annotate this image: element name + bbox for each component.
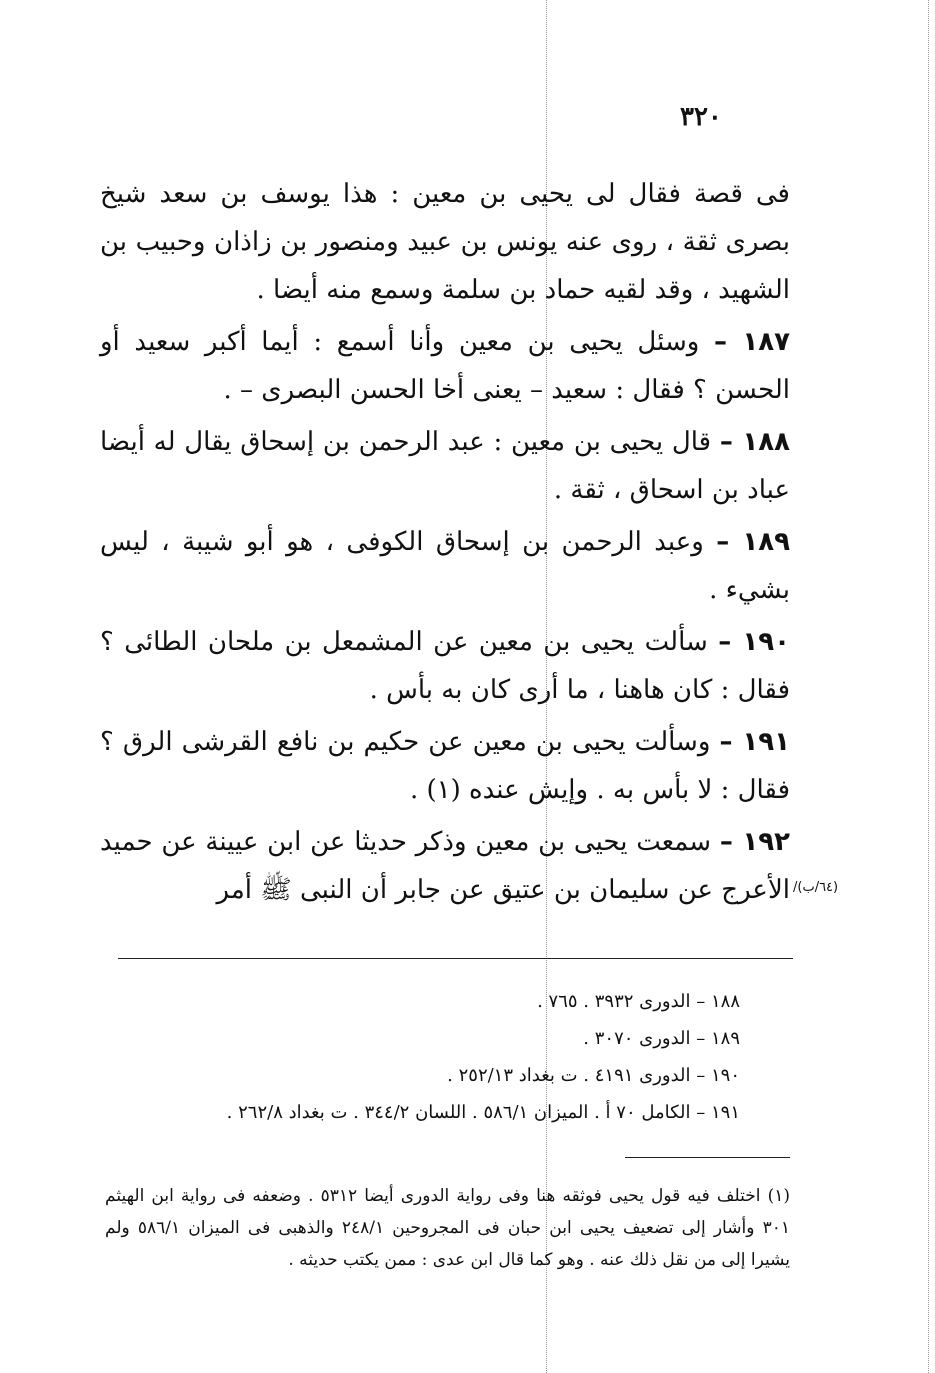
footnote-divider — [625, 1157, 790, 1158]
paragraph-192 — [100, 818, 790, 914]
paragraph-text: وسئل يحيى بن معين وأنا أسمع : أيما أكبر سعيد أو الحسن ؟ فقال : سعيد – يعنى أخا الحسن البصرى – . — [100, 327, 790, 405]
entry-number: ١٩١ – — [719, 727, 790, 757]
reference-item: ١٨٨ – الدورى ٣٩٣٢ . ٧٦٥ . — [537, 991, 740, 1012]
paragraph-text: قال يحيى بن معين : عبد الرحمن بن إسحاق يقال له أيضا عباد بن اسحاق ، ثقة . — [100, 427, 790, 505]
entry-number: ١٩٢ – — [719, 827, 790, 857]
entry-number: ١٨٧ – — [713, 327, 791, 357]
paragraph-189 — [100, 518, 790, 614]
entry-number: ١٨٩ – — [716, 527, 790, 557]
page-number: ٣٢٠ — [680, 102, 722, 132]
references-list — [110, 983, 740, 1131]
paragraph-187 — [100, 318, 790, 414]
footnote: (١) اختلف فيه قول يحيى فوثقه هنا وفى رواية الدورى أيضا ٥٣١٢ . وضعفه فى رواية ابن الهيثم ٣٠١ وأشار إلى تضعيف يحيى ابن حبان فى المجروحين ٢٤٨/١ والذهبى فى الميزان ٥٨٦/١ ولم يشيرا إلى من نقل ذلك عنه . وهو كما قال ابن عدى : ممن يكتب حديثه . — [105, 1186, 790, 1270]
paragraph-text: وسألت يحيى بن معين عن حكيم بن نافع القرشى الرق ؟ فقال : لا بأس به . وإيش عنده (١) . — [100, 727, 790, 805]
paragraph-191 — [100, 718, 790, 814]
entry-number: ١٩٠ – — [718, 627, 790, 657]
paragraph-text: سمعت يحيى بن معين وذكر حديثا عن ابن عيينة عن حميد الأعرج عن سليمان بن عتيق عن جابر أن النبى ﷺ أمر — [100, 827, 790, 905]
reference-item: ١٩١ – الكامل ٧٠ أ . الميزان ٥٨٦/١ . اللسان ٣٤٤/٢ . ت بغداد ٢٦٢/٨ . — [226, 1102, 740, 1123]
paragraph-190 — [100, 618, 790, 714]
entry-number: ١٨٨ – — [719, 427, 790, 457]
paragraph-text: سألت يحيى بن معين عن المشمعل بن ملحان الطائى ؟ فقال : كان هاهنا ، ما أرى كان به بأس . — [100, 627, 790, 705]
reference-item: ١٨٩ – الدورى ٣٠٧٠ . — [583, 1028, 740, 1049]
main-text — [100, 170, 790, 918]
paragraph-text: فى قصة فقال لى يحيى بن معين : هذا يوسف بن سعد شيخ بصرى ثقة ، روى عنه يونس بن عبيد ومنصور بن زاذان وحبيب بن الشهيد ، وقد لقيه حماد بن سلمة وسمع منه أيضا . — [100, 179, 790, 305]
paragraph-188 — [100, 418, 790, 514]
references-divider — [118, 958, 793, 959]
scan-edge-line — [928, 0, 929, 1373]
paragraph-continuation — [100, 170, 790, 314]
paragraph-text: وعبد الرحمن بن إسحاق الكوفى ، هو أبو شيبة ، ليس بشيء . — [100, 527, 790, 605]
reference-item: ١٩٠ – الدورى ٤١٩١ . ت بغداد ٢٥٢/١٣ . — [447, 1065, 740, 1086]
folio-margin-note: (٦٤/ب)/ — [793, 880, 839, 895]
